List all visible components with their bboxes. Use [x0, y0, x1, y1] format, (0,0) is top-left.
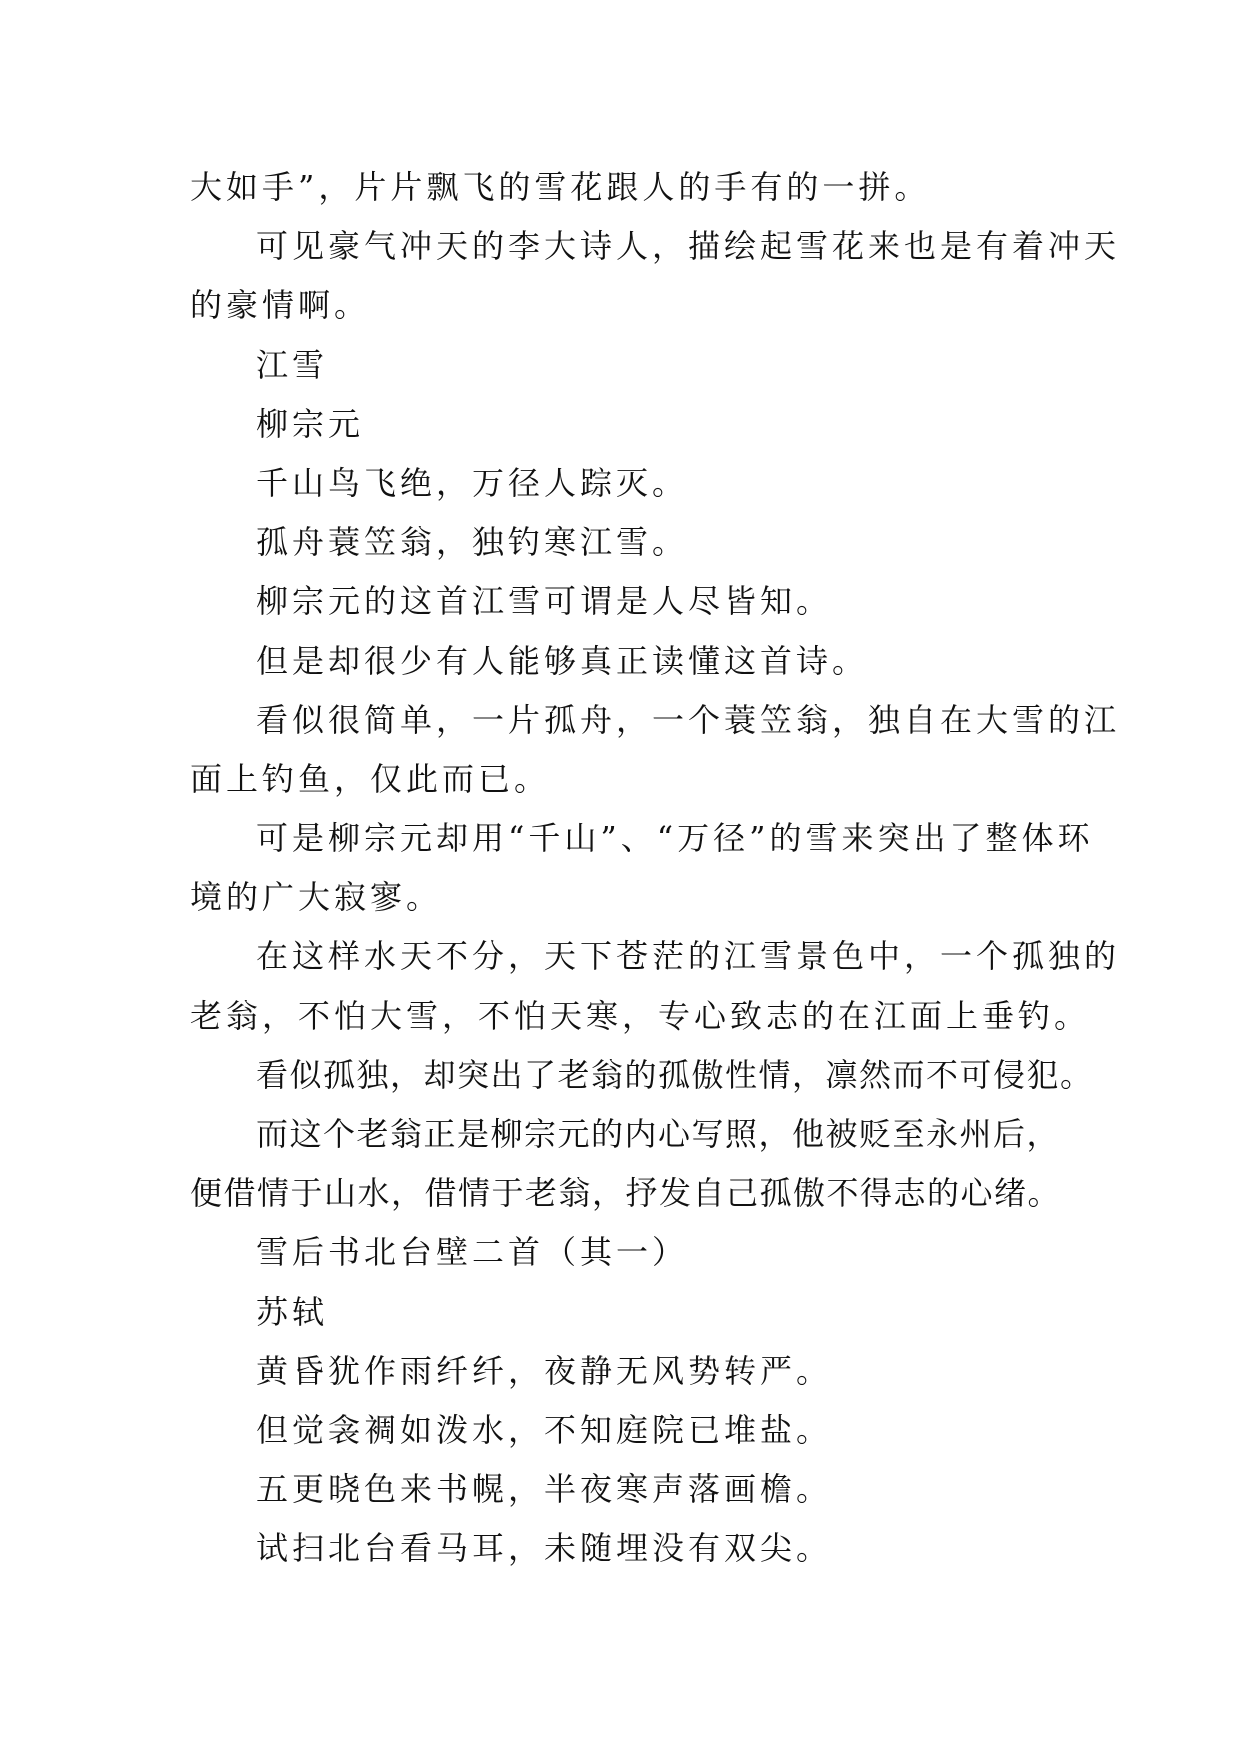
- document-body: [190, 158, 1121, 1579]
- poem-line: 五更晓色来书幌，半夜寒声落画檐。: [256, 1470, 833, 1509]
- text-line: 面上钓鱼，仅此而已。: [190, 759, 551, 798]
- text-line: 看似很简单，一片孤舟，一个蓑笠翁，独自在大雪的江: [256, 700, 1121, 739]
- poem-line: 孤舟蓑笠翁，独钓寒江雪。: [256, 523, 689, 562]
- text-line: 在这样水天不分，天下苍茫的江雪景色中，一个孤独的: [256, 937, 1121, 976]
- text-line: 可是柳宗元却用“千山”、“万径”的雪来突出了整体环: [256, 819, 1094, 858]
- poem-line: 试扫北台看马耳，未随埋没有双尖。: [256, 1529, 833, 1568]
- text-line: 大如手”，片片飘飞的雪花跟人的手有的一拼。: [190, 168, 931, 206]
- text-line: 可见豪气冲天的李大诗人，描绘起雪花来也是有着冲天: [256, 227, 1121, 266]
- text-line: 柳宗元的这首江雪可谓是人尽皆知。: [256, 582, 833, 621]
- poem-author: 柳宗元: [256, 404, 365, 443]
- poem-line: 黄昏犹作雨纤纤，夜静无风势转严。: [256, 1351, 833, 1390]
- text-line: 便借情于山水，借情于老翁，抒发自己孤傲不得志的心绪。: [190, 1174, 1062, 1213]
- poem-line: 但觉衾裯如泼水，不知庭院已堆盐。: [256, 1410, 833, 1449]
- poem-author: 苏轼: [256, 1292, 329, 1331]
- text-line: 的豪情啊。: [190, 286, 371, 325]
- text-line: 老翁，不怕大雪，不怕天寒，专心致志的在江面上垂钓。: [190, 996, 1091, 1035]
- poem-line: 千山鸟飞绝，万径人踪灭。: [256, 463, 689, 502]
- text-line: 看似孤独，却突出了老翁的孤傲性情，凛然而不可侵犯。: [256, 1055, 1094, 1094]
- poem-title: 雪后书北台壁二首（其一）: [256, 1233, 689, 1272]
- text-line: 而这个老翁正是柳宗元的内心写照，他被贬至永州后，: [256, 1115, 1061, 1153]
- text-line: 境的广大寂寥。: [190, 878, 443, 917]
- poem-title: 江雪: [256, 345, 329, 384]
- text-line: 但是却很少有人能够真正读懂这首诗。: [256, 641, 869, 680]
